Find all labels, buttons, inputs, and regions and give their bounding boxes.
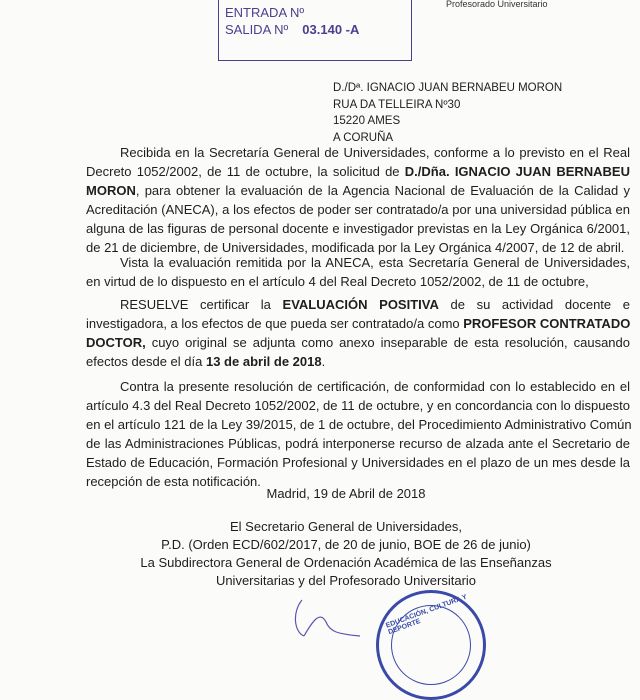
text-line — [86, 333, 630, 352]
paragraph-resolution — [86, 295, 630, 371]
text-line — [86, 272, 630, 291]
bold-text: DOCTOR, — [86, 335, 146, 350]
signature-line: El Secretario General de Universidades, — [230, 519, 462, 534]
bold-text: PROFESOR CONTRATADO — [463, 316, 631, 331]
text-line — [86, 219, 630, 238]
text-line — [86, 143, 630, 162]
salida-row — [225, 22, 359, 37]
text-segment: Recibida en la Secretaría General de Universidades, conforme a lo previsto en el Real — [120, 145, 630, 160]
address-line: D./Dª. IGNACIO JUAN BERNABEU MORON — [333, 82, 563, 94]
text-segment: en el artículo 121 de la Ley 39/2015, de 1 de octubre, del Procedimiento Administrativo Común — [86, 417, 632, 432]
text-line — [86, 434, 630, 453]
signature-line: La Subdirectora General de Ordenación Académica de las Enseñanzas — [140, 555, 552, 570]
text-segment: en virtud de lo dispuesto en el artículo 4 del Real Decreto 1052/2002, de 11 de octubre, — [86, 274, 589, 289]
text-segment: cuyo original se adjunta como anexo inseparable de esta resolución, causando — [145, 335, 630, 350]
handwritten-signature — [290, 592, 380, 640]
text-segment: alguna de las figuras de personal docente e investigador previstas en la Ley Orgánica 6/2001, — [86, 221, 630, 236]
text-segment: de las Administraciones Públicas, podrá interponerse recurso de alzada ante el Secretario de — [86, 436, 630, 451]
text-segment: investigadora, a los efectos de que pueda ser contratado/a como — [86, 316, 464, 331]
text-line — [86, 295, 630, 314]
text-segment: Decreto 1052/2002, de 11 de octubre, la solicitud de — [86, 164, 405, 179]
text-line — [86, 415, 630, 434]
signature-line: P.D. (Orden ECD/602/2017, de 20 de junio, BOE de 26 de junio) — [161, 537, 531, 552]
text-line — [86, 314, 630, 333]
paragraph-appeal — [86, 377, 630, 491]
text-segment: Vista la evaluación remitida por la ANECA, esta Secretaría General de Universidades, — [120, 255, 630, 270]
text-segment: RESUELVE certificar la — [120, 297, 283, 312]
text-segment: efectos desde el día — [86, 354, 206, 369]
registry-stamp — [218, 0, 412, 61]
recipient-address — [333, 80, 562, 146]
text-segment: . — [321, 354, 326, 369]
text-line — [86, 162, 630, 181]
text-line — [86, 453, 630, 472]
place-date: Madrid, 19 de Abril de 2018 — [266, 486, 426, 501]
text-line — [86, 352, 630, 371]
text-line — [86, 377, 630, 396]
seal-text: EDUCACIÓN, CULTURA Y DEPORTE — [385, 593, 468, 637]
address-line: 15220 AMES — [333, 115, 401, 127]
text-segment: recepción de esta notificación. — [86, 474, 261, 489]
bold-text: MORON — [86, 183, 136, 198]
text-segment: de su actividad docente e — [438, 297, 630, 312]
official-seal — [376, 590, 486, 700]
paragraph-evaluation — [86, 253, 630, 291]
signature-block — [86, 518, 606, 590]
salida-number: 03.140 -A — [302, 22, 360, 37]
text-line — [86, 200, 630, 219]
text-segment: artículo 4.3 del Real Decreto 1052/2002, de 11 de octubre, y en concordancia con lo dispuesto — [86, 398, 630, 413]
text-line — [86, 181, 630, 200]
bold-text: 13 de abril de 2018 — [205, 354, 322, 369]
text-line — [86, 396, 630, 415]
bold-text: EVALUACIÓN POSITIVA — [282, 297, 439, 312]
text-line — [86, 253, 630, 272]
address-line: A CORUÑA — [333, 131, 394, 144]
header-department: Profesorado Universitario — [446, 0, 548, 9]
text-segment: de 21 de diciembre, de Universidades, modificada por la Ley Orgánica 4/2007, de 12 de abril. — [86, 240, 625, 255]
text-segment: Contra la presente resolución de certificación, de conformidad con lo establecido en el — [120, 379, 630, 394]
text-segment: Acreditación (ANECA), a los efectos de poder ser contratado/a por una universidad pública en — [86, 202, 630, 217]
text-segment: , para obtener la evaluación de la Agencia Nacional de Evaluación de la Calidad y — [135, 183, 630, 198]
salida-label: SALIDA Nº — [225, 22, 289, 37]
entrada-label: ENTRADA Nº — [225, 5, 305, 20]
signature-line: Universitarias y del Profesorado Universitario — [215, 573, 477, 588]
bold-text: D./Dña. IGNACIO JUAN BERNABEU — [404, 164, 630, 179]
text-segment: Estado de Educación, Formación Profesional y Universidades en el plazo de un mes desde la — [86, 455, 630, 470]
paragraph-request — [86, 143, 630, 257]
address-line: RUA DA TELLEIRA Nº30 — [333, 98, 461, 111]
